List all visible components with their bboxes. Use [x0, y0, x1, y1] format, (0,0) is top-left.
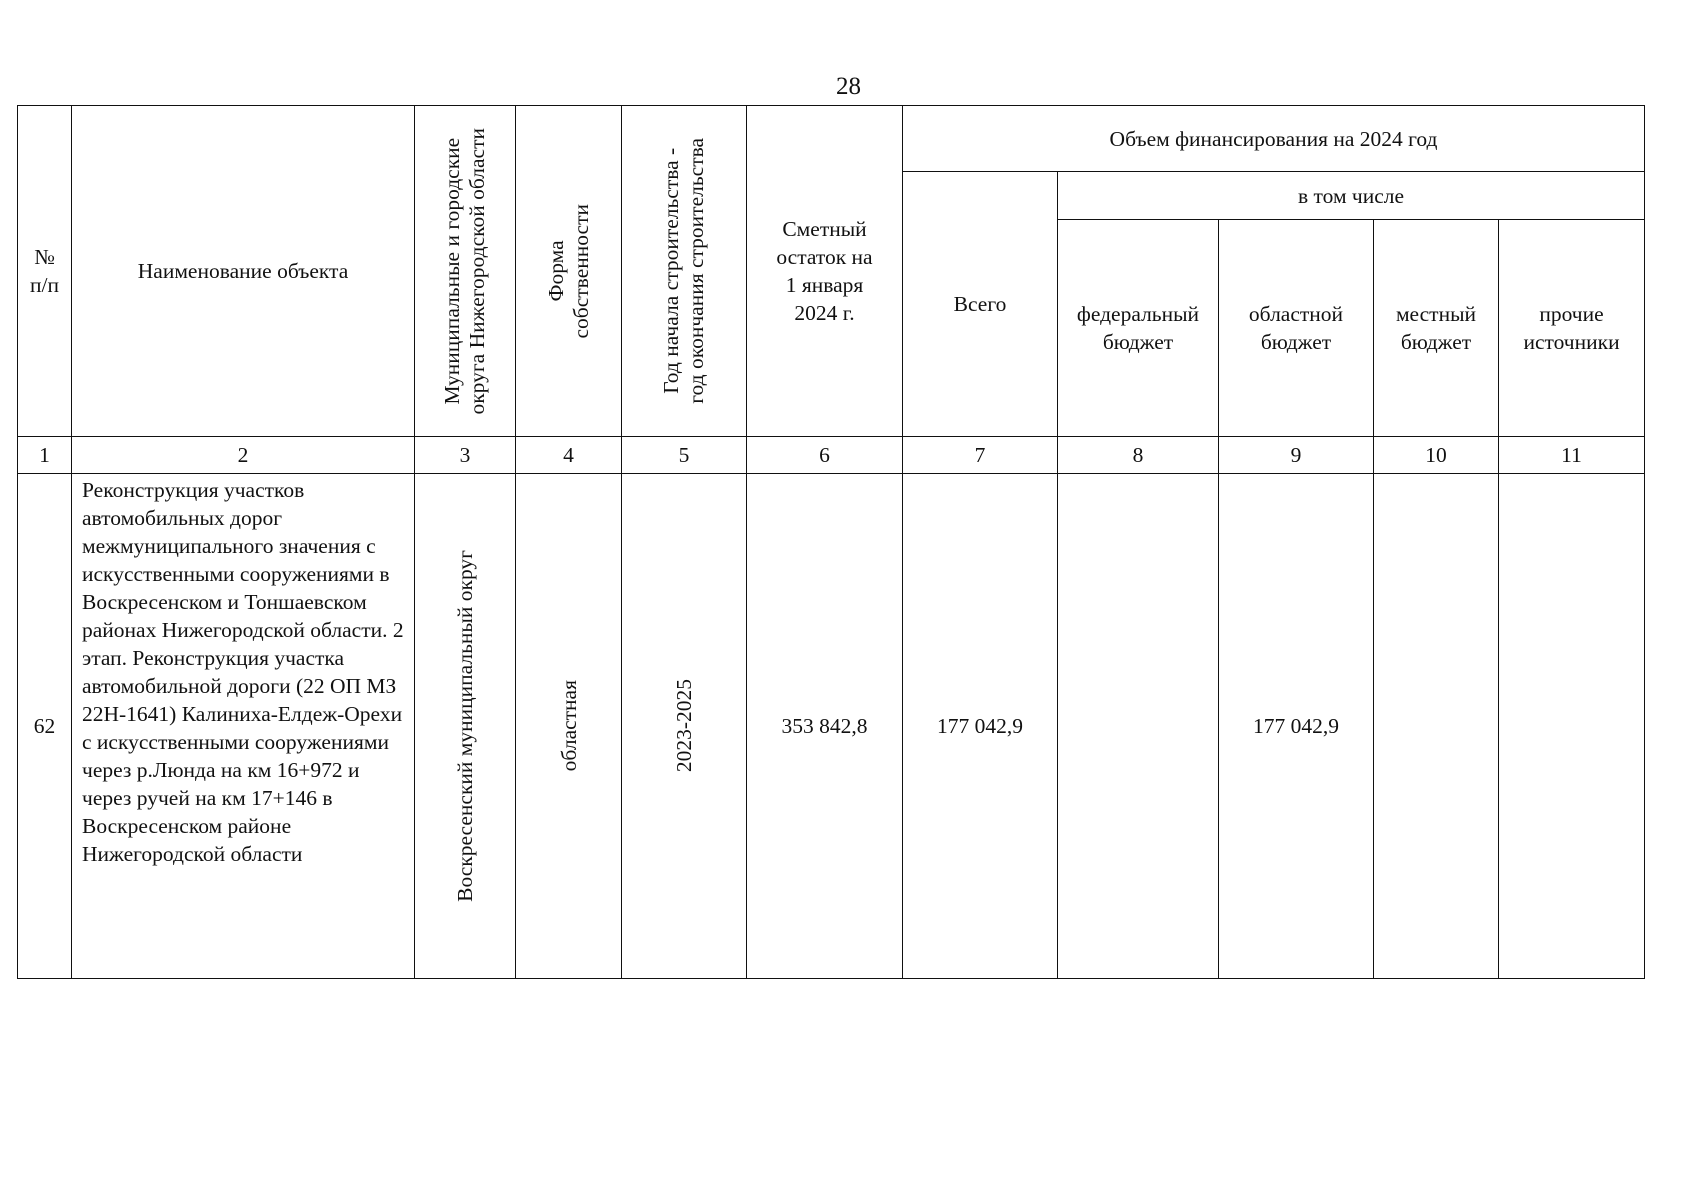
column-number: 7	[903, 437, 1058, 474]
column-number: 10	[1374, 437, 1499, 474]
page-number: 28	[836, 73, 861, 100]
header-federal: федеральный бюджет	[1058, 220, 1219, 437]
column-number: 6	[747, 437, 903, 474]
table-row	[18, 474, 1645, 979]
header-estimate: Сметный остаток на 1 января 2024 г.	[747, 106, 903, 437]
row-num: 62	[18, 474, 72, 979]
row-federal	[1058, 474, 1219, 979]
header-funding-group: Объем финансирования на 2024 год	[903, 106, 1645, 172]
row-total: 177 042,9	[903, 474, 1058, 979]
row-years: 2023-2025	[622, 474, 747, 979]
header-total: Всего	[903, 172, 1058, 437]
column-number: 2	[72, 437, 415, 474]
column-number: 1	[18, 437, 72, 474]
row-ownership: областная	[516, 474, 622, 979]
header-municipality: Муниципальные и городские округа Нижегородской области	[415, 106, 516, 437]
header-name: Наименование объекта	[72, 106, 415, 437]
row-other	[1499, 474, 1645, 979]
budget-table	[17, 105, 1645, 979]
header-num: № п/п	[18, 106, 72, 437]
header-other: прочие источники	[1499, 220, 1645, 437]
header-row-1	[18, 106, 1645, 172]
row-local	[1374, 474, 1499, 979]
column-number: 9	[1219, 437, 1374, 474]
column-number: 11	[1499, 437, 1645, 474]
header-ownership: Форма собственности	[516, 106, 622, 437]
row-municipality: Воскресенский муниципальный округ	[415, 474, 516, 979]
column-number: 5	[622, 437, 747, 474]
header-including: в том числе	[1058, 172, 1645, 220]
column-number: 8	[1058, 437, 1219, 474]
column-number: 3	[415, 437, 516, 474]
header-years: Год начала строительства - год окончания строительства	[622, 106, 747, 437]
row-estimate: 353 842,8	[747, 474, 903, 979]
row-object-name: Реконструкция участков автомобильных дорог межмуниципального значения с искусственными сооружениями в Воскресенском и Тоншаевском районах Нижегородской области. 2 этап. Реконструкция участка автомобильной дороги (22 ОП МЗ 22Н-1641) Калиниха-Елдеж-Орехи с искусственными сооружениями через р.Люнда на км 16+972 и через ручей на км 17+146 в Воскресенском районе Нижегородской области	[72, 474, 415, 979]
header-local: местный бюджет	[1374, 220, 1499, 437]
column-number: 4	[516, 437, 622, 474]
row-regional: 177 042,9	[1219, 474, 1374, 979]
column-number-row	[18, 437, 1645, 474]
header-regional: областной бюджет	[1219, 220, 1374, 437]
